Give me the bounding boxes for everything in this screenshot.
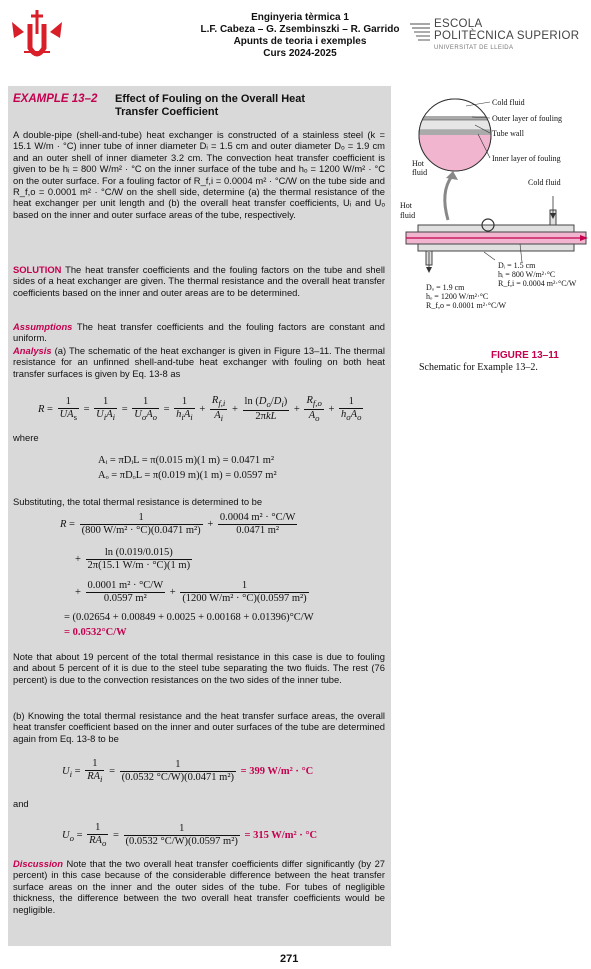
uo-result: = 315 W/m² · °C (244, 829, 318, 841)
substituting-text: Substituting, the total thermal resistance is determined to be (13, 496, 263, 507)
rfo-value: R_f,o = 0.0001 m²·°C/W (426, 301, 507, 310)
solution-label: SOLUTION (13, 264, 62, 275)
resistance-sum: = (0.02654 + 0.00849 + 0.0025 + 0.00168 + 0.01396)°C/W (64, 612, 314, 623)
hi-value: hᵢ = 800 W/m²·°C (498, 270, 556, 279)
ui-result: = 399 W/m² · °C (240, 765, 314, 777)
uo-equation: $U_o$ = $\frac{1}{RA_o}$ = $\frac{1}{\text{(0.0532 °C/W)(0.0597 m²)}}$ = 315 W/m² · °C (62, 822, 318, 849)
discussion-paragraph: Discussion Note that the two overall heat transfer coefficients differ significantly (by 27 percent) in this case because of the considerable difference between the heat transfer surface areas on the inner and the outer sides of the tube. For tubes of negligible thickness, the difference between the two overall heat transfer coefficients would be negligible. (13, 858, 385, 915)
hot-fluid-upper-label-2: fluid (412, 168, 428, 177)
doc-subtitle: Apunts de teoria i exemples (233, 36, 367, 47)
heat-exchanger-schematic (400, 92, 590, 348)
cold-fluid-right-label: Cold fluid (528, 178, 561, 187)
part-b-paragraph: (b) Knowing the total thermal resistance and the heat transfer surface areas, the overall heat transfer coefficient based on the inner and outer surfaces of the tube are determined again from Eq. 13-8 to be (13, 710, 385, 744)
area-inner-equation: Aᵢ = πDᵢL = π(0.015 m)(1 m) = 0.0471 m² (98, 455, 275, 466)
lleida-logo-icon (6, 8, 68, 64)
assumptions-paragraph: Assumptions The heat transfer coefficients and the fouling factors are constant and uniform. (13, 321, 385, 344)
figure-label: FIGURE 13–11 (491, 350, 559, 361)
authors: L.F. Cabeza – G. Zsembinszki – R. Garrido (200, 24, 400, 35)
discussion-label: Discussion (13, 858, 64, 869)
hot-fluid-lower-label-1: Hot (400, 201, 412, 210)
cold-fluid-label: Cold fluid (492, 98, 525, 107)
hot-fluid-lower-label-2: fluid (400, 211, 416, 220)
problem-statement: A double-pipe (shell-and-tube) heat exchanger is constructed of a stainless steel (k = 15.1 W/m · °C) inner tube of inner diameter Dᵢ = 1.5 cm and outer diameter Dₒ = 1.9 cm and an outer shell of inner diameter 3.2 cm. The convection heat transfer coefficient is given to be hᵢ = 800 W/m² · °C on the inner surface of the tube and hₒ = 1200 W/m² · °C on the outer surface. For a fouling factor of R_f,i = 0.0004 m² · °C/W on the tube side and R_f,o = 0.0001 m² · °C/W on the shell side, determine (a) the thermal resistance of the heat exchanger per unit length and (b) the overall heat transfer coefficients, Uᵢ and Uₒ based on the inner and outer surface areas of the tube, respectively. (13, 129, 385, 220)
analysis-paragraph: Analysis (a) The schematic of the heat exchanger is given in Figure 13–11. The thermal resistance for an unfinned shell-and-tube heat exchanger with fouling on both heat transfer surfaces is given by Eq. 13-8 as (13, 345, 385, 379)
analysis-label: Analysis (13, 345, 52, 356)
substitution-line-2: + $\frac{\ln (0.019/0.015)}{2\pi(15.1 W/m \cdot ^\circ C)(1 m)}$ (75, 547, 191, 571)
resistance-result: = 0.0532°C/W (64, 627, 127, 638)
page-number: 271 (280, 953, 299, 965)
tube-wall-label: Tube wall (492, 129, 524, 138)
ui-equation: $U_i$ = $\frac{1}{RA_i}$ = $\frac{1}{\text{(0.0532 °C/W)(0.0471 m²)}}$ = 399 W/m² · °C (62, 758, 314, 785)
inner-fouling-label: Inner layer of fouling (492, 154, 561, 163)
where-text: where (13, 432, 39, 443)
substitution-line-3: + $\frac{\text{0.0001 m² · °C/W}}{\text{0.0597 m²}}$ + $\frac{1}{\text{(1200 W/m² · °C)(0.0597 m²)}}$ (75, 580, 307, 604)
course-title: Enginyeria tèrmica 1 (251, 12, 349, 23)
stripes-logo-icon (408, 20, 432, 42)
figure-caption: Schematic for Example 13–2. (419, 362, 538, 373)
substitution-line-1: R = $\frac{1}{\text{(800 W/m² · °C)(0.0471 m²)}}$ + $\frac{\text{0.0004 m² · °C/W}}{\text{0.0471 m²}}$ (60, 512, 296, 536)
school-name: ESCOLA POLITÈCNICA SUPERIOR UNIVERSITAT DE LLEIDA (434, 18, 580, 51)
ho-value: hₒ = 1200 W/m²·°C (426, 292, 489, 301)
document-header (150, 12, 450, 60)
assumptions-label: Assumptions (13, 321, 73, 332)
rfi-value: R_f,i = 0.0004 m²·°C/W (498, 279, 577, 288)
school-logo-mark (408, 20, 432, 42)
example-label: EXAMPLE 13–2 (13, 93, 98, 105)
area-outer-equation: Aₒ = πDₒL = π(0.019 m)(1 m) = 0.0597 m² (98, 470, 277, 481)
resistance-equation: R = $\frac{1}{UA_s}$ = $\frac{1}{U_iA_i}$ = $\frac{1}{U_oA_o}$ = $\frac{1}{h_iA_i}$ + $\frac{R_{f,i}}{A_i}$ + $\frac{\ln (D_o/D_i)}{\text{2πkL}}$ + $\frac{R_{f,o}}{A_o}$ + $\frac{1}{h_oA_o}$ (38, 395, 362, 424)
note-paragraph: Note that about 19 percent of the total thermal resistance in this case is due to fouling and about 5 percent of it is due to the steel tube separating the two fluids. The rest (76 percent) is due to the convection resistances on the two sides of the inner tube. (13, 651, 385, 685)
hot-fluid-upper-label-1: Hot (412, 159, 424, 168)
solution-paragraph: SOLUTION The heat transfer coefficients and the fouling factors on the tube and shell sides of a heat exchanger are given. The thermal resistance and the overall heat transfer coefficients based on the inner and outer areas are to be determined. (13, 264, 386, 298)
course-year: Curs 2024-2025 (263, 48, 337, 59)
and-text: and (13, 798, 29, 809)
example-title: Effect of Fouling on the Overall Heat Transfer Coefficient (115, 93, 306, 118)
di-value: Dᵢ = 1.5 cm (498, 261, 536, 270)
outer-fouling-label: Outer layer of fouling (492, 114, 562, 123)
university-logo (6, 8, 68, 64)
do-value: Dₒ = 1.9 cm (426, 283, 465, 292)
heat-exchanger-figure (400, 92, 590, 348)
